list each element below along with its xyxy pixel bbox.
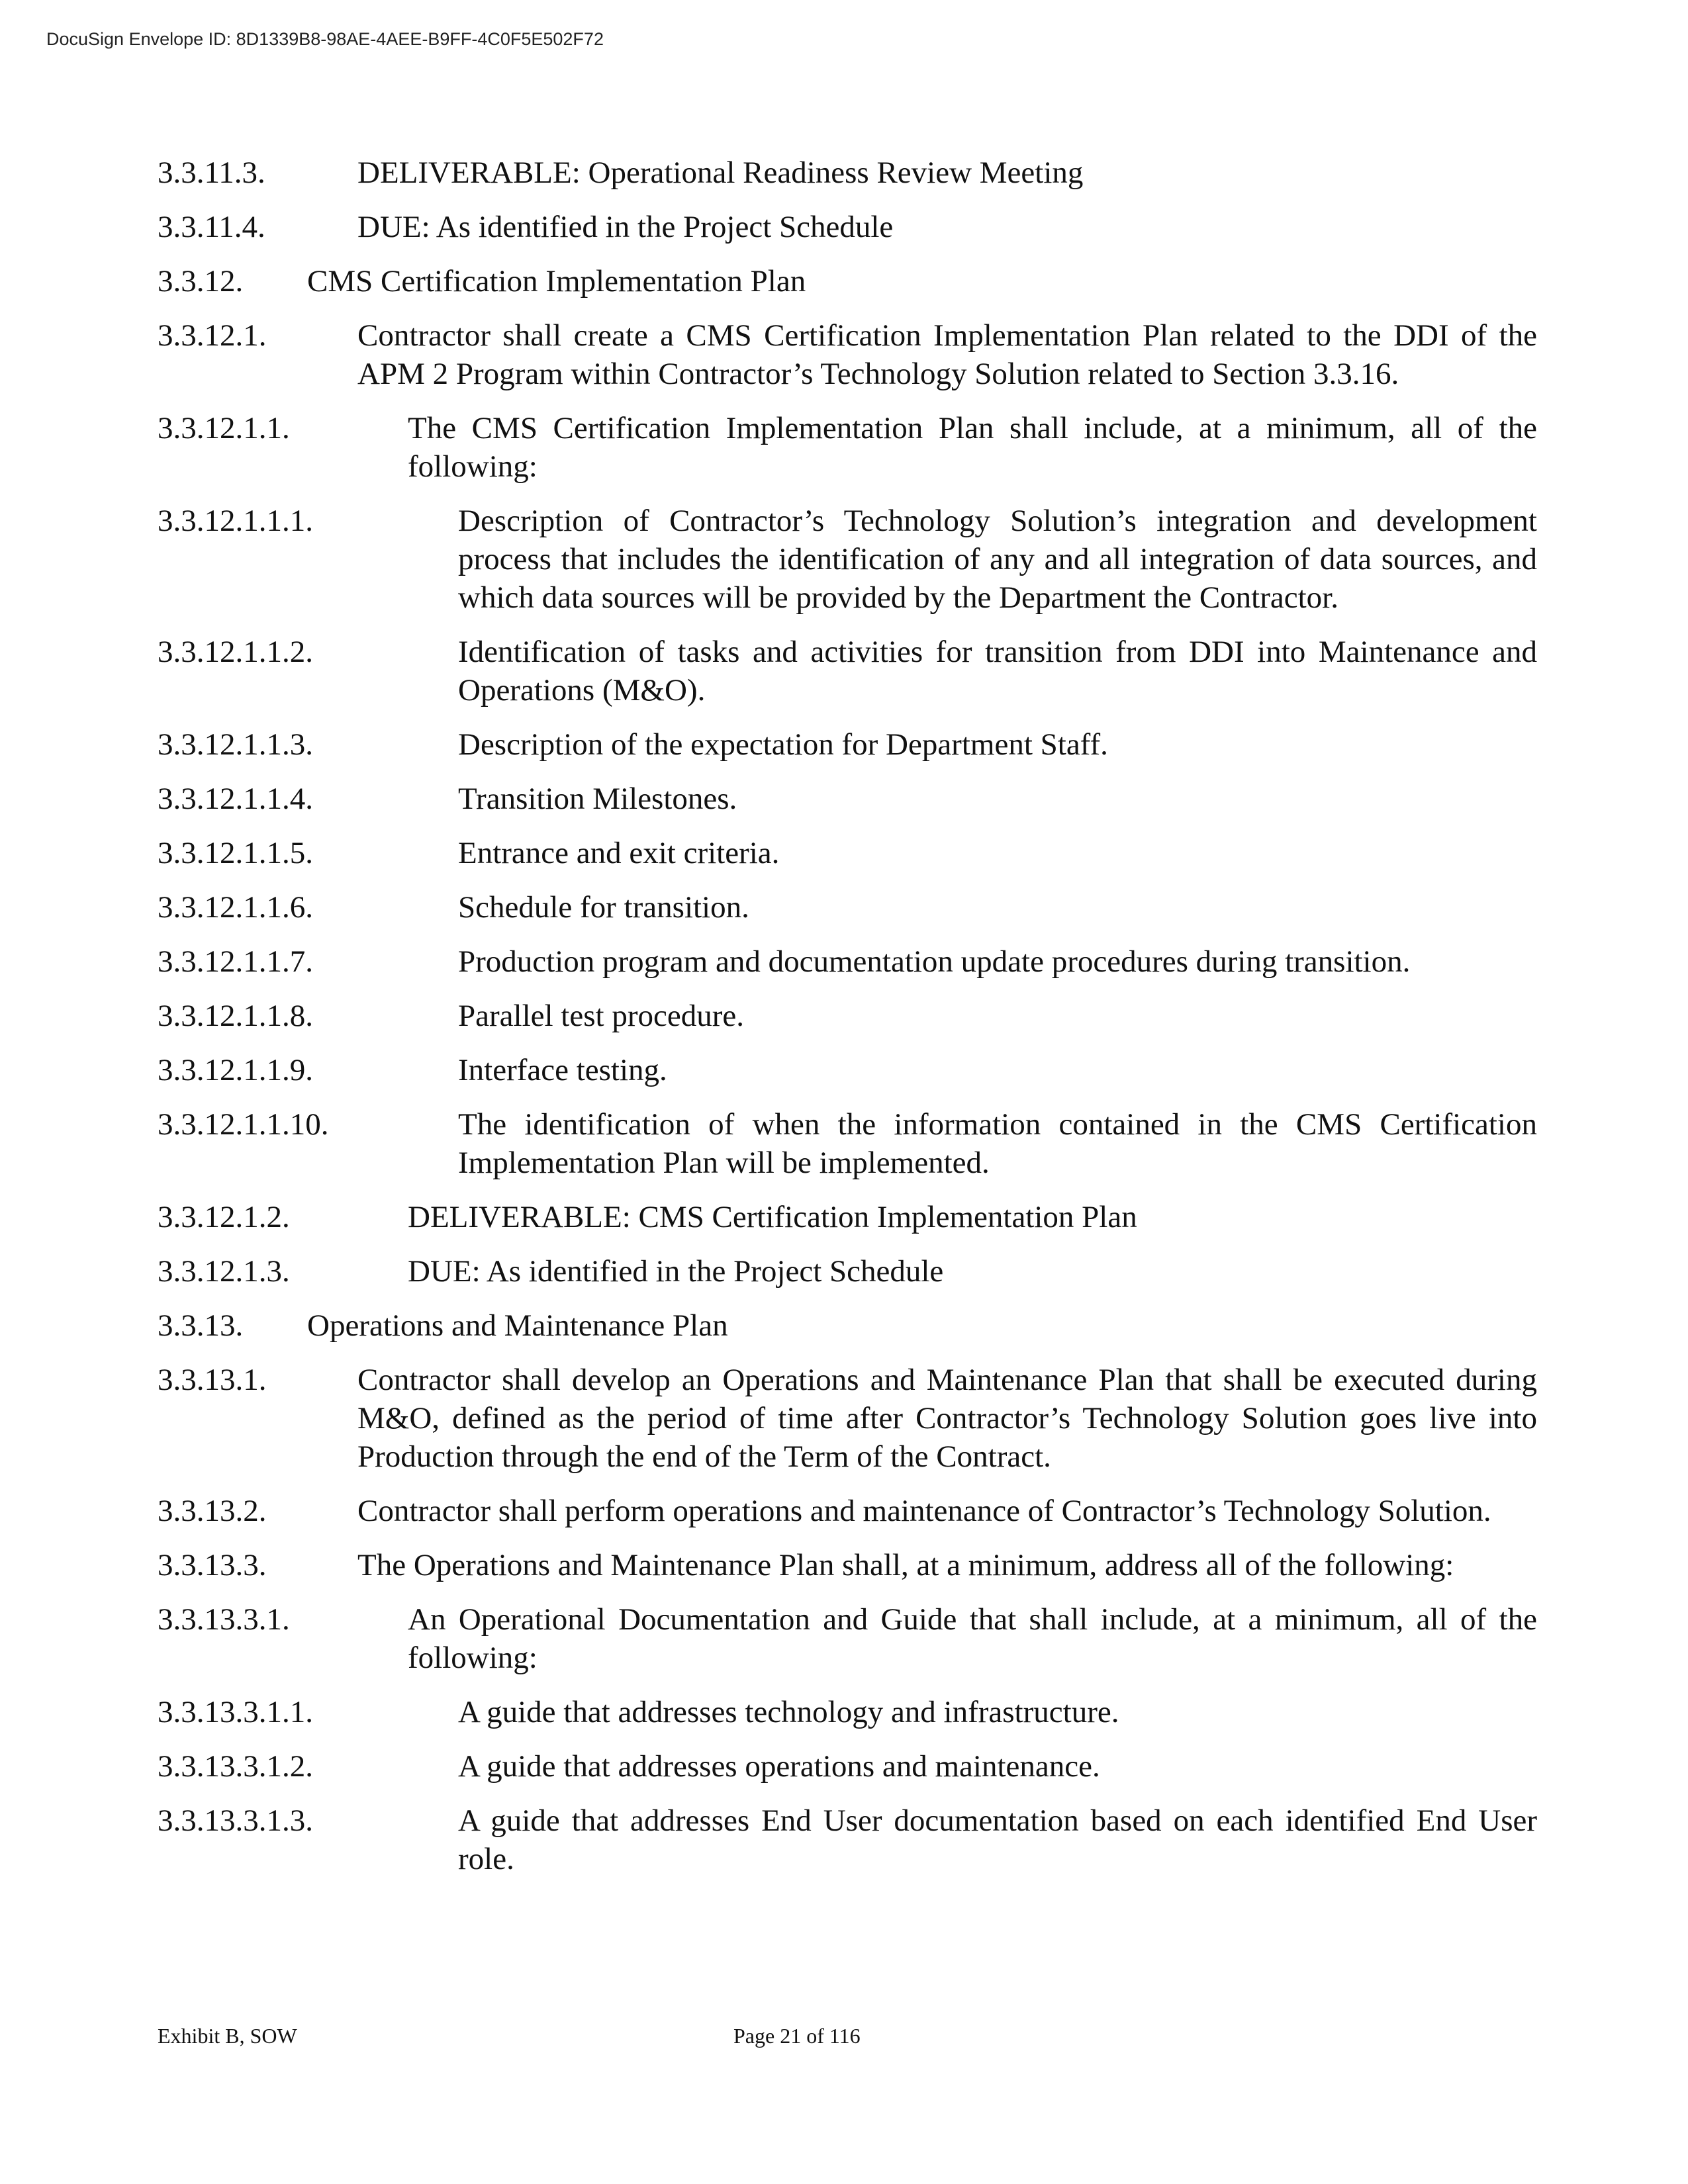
section-number: 3.3.13.1. <box>158 1363 267 1397</box>
section-text: Production program and documentation update procedures during transition. <box>458 944 1411 979</box>
section-text: Interface testing. <box>458 1053 667 1087</box>
section-number: 3.3.12.1.1.2. <box>158 635 313 669</box>
section-text: Description of the expectation for Department Staff. <box>458 727 1108 762</box>
section-3-3-13-3-1-1 <box>158 1693 1537 1731</box>
section-3-3-12-1-1-6 <box>158 888 1537 927</box>
section-3-3-12-1-1-5 <box>158 834 1537 872</box>
section-3-3-12-1-1-1 <box>158 502 1537 617</box>
section-heading: Operations and Maintenance Plan <box>307 1308 728 1343</box>
section-number: 3.3.12.1.1.8. <box>158 999 313 1033</box>
section-3-3-13-3 <box>158 1546 1537 1584</box>
section-3-3-12-1-2 <box>158 1198 1537 1236</box>
section-3-3-12-1-1-8 <box>158 997 1537 1035</box>
footer-page-number: Page 21 of 116 <box>733 2024 861 2048</box>
footer-exhibit-label: Exhibit B, SOW <box>158 2024 297 2048</box>
section-number: 3.3.12.1.1.1. <box>158 504 313 538</box>
section-3-3-12-1-1-3 <box>158 725 1537 764</box>
section-number: 3.3.13.3.1.3. <box>158 1803 313 1838</box>
section-text: Entrance and exit criteria. <box>458 836 780 870</box>
section-3-3-12-1-1-4 <box>158 780 1537 818</box>
section-3-3-12-1-1-7 <box>158 942 1537 981</box>
section-3-3-12-1-1 <box>158 409 1537 486</box>
section-text: Identification of tasks and activities for transition from DDI into Maintenance and Operations (M&O). <box>458 635 1537 707</box>
section-3-3-12-1-3 <box>158 1252 1537 1291</box>
section-number: 3.3.12.1.2. <box>158 1200 290 1234</box>
section-3-3-11-3 <box>158 154 1537 192</box>
section-text: DUE: As identified in the Project Schedule <box>357 210 894 244</box>
section-heading: CMS Certification Implementation Plan <box>307 264 806 298</box>
section-number: 3.3.12.1.1. <box>158 411 290 445</box>
section-3-3-13-2 <box>158 1492 1537 1530</box>
section-3-3-13-3-1-2 <box>158 1747 1537 1786</box>
section-number: 3.3.12.1.1.7. <box>158 944 313 979</box>
section-number: 3.3.13.2. <box>158 1494 267 1528</box>
section-3-3-13-3-1-3 <box>158 1801 1537 1878</box>
section-text: An Operational Documentation and Guide that shall include, at a minimum, all of the following: <box>408 1602 1537 1675</box>
section-text: A guide that addresses End User documentation based on each identified End User role. <box>458 1803 1537 1876</box>
section-number: 3.3.12.1.1.4. <box>158 782 313 816</box>
section-text: Contractor shall create a CMS Certification Implementation Plan related to the DDI of the APM 2 Program within Contractor’s Technology Solution related to Section 3.3.16. <box>357 318 1537 391</box>
section-number: 3.3.12.1.1.3. <box>158 727 313 762</box>
section-text: A guide that addresses operations and maintenance. <box>458 1749 1100 1784</box>
section-3-3-12 <box>158 262 1537 300</box>
section-text: DELIVERABLE: Operational Readiness Review Meeting <box>357 156 1084 190</box>
section-text: Description of Contractor’s Technology Solution’s integration and development process that includes the identification of any and all integration of data sources, and which data sources will be provided by the Department the Contractor. <box>458 504 1537 615</box>
section-3-3-13-1 <box>158 1361 1537 1476</box>
section-text: The CMS Certification Implementation Plan shall include, at a minimum, all of the following: <box>408 411 1537 484</box>
section-number: 3.3.12.1.1.10. <box>158 1107 329 1142</box>
section-number: 3.3.12.1.1.9. <box>158 1053 313 1087</box>
section-text: Schedule for transition. <box>458 890 749 925</box>
section-text: Transition Milestones. <box>458 782 737 816</box>
section-3-3-12-1 <box>158 316 1537 393</box>
section-3-3-11-4 <box>158 208 1537 246</box>
section-text: Contractor shall perform operations and maintenance of Contractor’s Technology Solution. <box>357 1494 1491 1528</box>
section-number: 3.3.12.1. <box>158 318 267 353</box>
section-number: 3.3.13.3.1. <box>158 1602 290 1637</box>
section-number: 3.3.12. <box>158 264 244 298</box>
section-number: 3.3.13.3.1.1. <box>158 1695 313 1729</box>
section-number: 3.3.13. <box>158 1308 244 1343</box>
document-body <box>158 154 1537 1894</box>
section-number: 3.3.13.3. <box>158 1548 267 1582</box>
section-3-3-12-1-1-10 <box>158 1105 1537 1182</box>
section-number: 3.3.11.3. <box>158 156 265 190</box>
section-number: 3.3.11.4. <box>158 210 265 244</box>
section-text: The Operations and Maintenance Plan shall, at a minimum, address all of the following: <box>357 1548 1454 1582</box>
section-text: Contractor shall develop an Operations and Maintenance Plan that shall be executed during M&O, defined as the period of time after Contractor’s Technology Solution goes live into Production through the end of the Term of the Contract. <box>357 1363 1537 1474</box>
docusign-envelope-id: DocuSign Envelope ID: 8D1339B8-98AE-4AEE-B9FF-4C0F5E502F72 <box>46 29 604 49</box>
section-3-3-12-1-1-9 <box>158 1051 1537 1089</box>
section-text: A guide that addresses technology and infrastructure. <box>458 1695 1119 1729</box>
section-3-3-13-3-1 <box>158 1600 1537 1677</box>
section-number: 3.3.13.3.1.2. <box>158 1749 313 1784</box>
section-number: 3.3.12.1.1.5. <box>158 836 313 870</box>
section-number: 3.3.12.1.1.6. <box>158 890 313 925</box>
section-text: DUE: As identified in the Project Schedule <box>408 1254 944 1289</box>
section-3-3-12-1-1-2 <box>158 633 1537 709</box>
section-text: Parallel test procedure. <box>458 999 744 1033</box>
section-3-3-13 <box>158 1306 1537 1345</box>
section-number: 3.3.12.1.3. <box>158 1254 290 1289</box>
section-text: DELIVERABLE: CMS Certification Implementation Plan <box>408 1200 1137 1234</box>
section-text: The identification of when the information contained in the CMS Certification Implementation Plan will be implemented. <box>458 1107 1537 1180</box>
